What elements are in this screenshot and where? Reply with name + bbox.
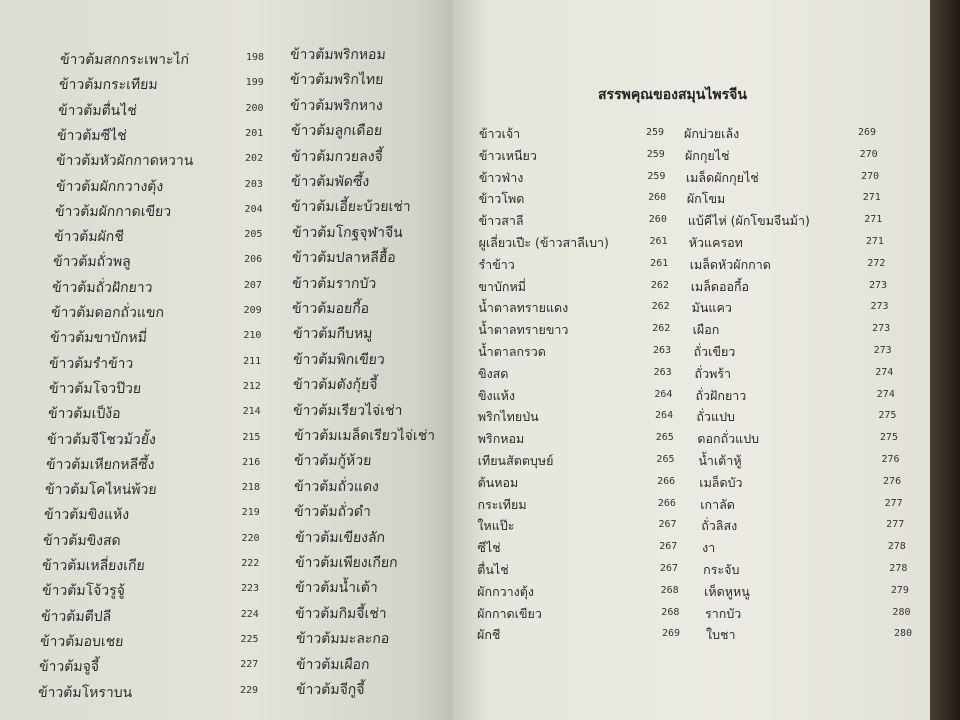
page-number: 270 <box>861 170 880 182</box>
entry-name: ข้าวต้มเหียกหลีซึ้ง <box>45 456 155 473</box>
page-number: 214 <box>242 406 261 418</box>
entry-name: ข้าวต้มจูจี้ <box>38 659 100 676</box>
entry-name: ผักบ่วยเล้ง <box>684 126 740 141</box>
page-number: 273 <box>870 301 889 313</box>
entry-name: ข้าวต้มผักกวางตุ้ง <box>55 178 164 195</box>
entry-name: ถั่วแปบ <box>696 409 735 425</box>
page-number: 261 <box>649 236 668 247</box>
page-number: 205 <box>244 229 263 241</box>
page-number: 268 <box>660 584 679 596</box>
entry-name: ข้าวต้มตีปลี <box>40 608 112 625</box>
entry-name: เทียนสัตตบุษย์ <box>477 453 554 468</box>
page-number: 218 <box>241 482 260 494</box>
page-number: 260 <box>648 214 667 226</box>
page-number: 222 <box>241 558 260 569</box>
entry-name: งา <box>702 540 716 556</box>
entry-name: ข้าวต้มกวยลงจี้ <box>290 148 384 165</box>
page-number: 272 <box>867 257 886 269</box>
table-surface <box>930 0 960 720</box>
entry-name: ข้าวต้มพัดซึ้ง <box>290 174 371 190</box>
entry-name: รากบัว <box>705 605 742 621</box>
entry-name: แบ้คีไห่ (ผักโขมจีนม้า) <box>687 213 810 229</box>
page-number: 277 <box>886 519 905 531</box>
page-number: 276 <box>881 454 900 465</box>
page-number: 276 <box>883 475 902 487</box>
page-number: 267 <box>659 563 678 574</box>
entry-name: ข้าวต้มซีไช่ <box>56 127 128 144</box>
page-number: 206 <box>244 254 263 266</box>
entry-name: เกาลัด <box>700 496 735 512</box>
entry-name: ข้าวต้มตื่นไช่ <box>57 102 138 119</box>
page-number: 267 <box>658 519 677 531</box>
entry-name: รำข้าว <box>478 256 515 272</box>
entry-name: เมล็ดบัว <box>699 474 743 490</box>
page-heading: สรรพคุณของสมุนไพรจีน <box>598 87 747 103</box>
page-number: 273 <box>872 323 891 335</box>
entry-name: ข้าวต้มเผือก <box>295 656 370 673</box>
entry-name: ถั่วฝักยาว <box>695 387 747 403</box>
page-number: 220 <box>241 532 260 544</box>
entry-name: หัวแครอท <box>688 235 743 250</box>
entry-name: ขาบักหมี่ <box>478 278 526 294</box>
entry-name: ข้าวต้มพริกหอม <box>289 47 387 63</box>
page-number: 259 <box>647 170 666 182</box>
entry-name: ข้าวต้มโจ้วรูจู้ <box>40 583 125 600</box>
page-number: 202 <box>245 153 264 165</box>
entry-name: ตื่นไช่ <box>477 562 509 577</box>
page-number: 262 <box>652 323 671 335</box>
page-number: 210 <box>243 330 262 342</box>
page-number: 263 <box>652 345 672 356</box>
page-number: 212 <box>242 380 261 392</box>
entry-name: พริกไทยป่น <box>477 409 539 425</box>
entry-name: มันแคว <box>691 300 732 316</box>
entry-name: ข้าวต้มพริกหาง <box>289 97 384 114</box>
entry-name: ผักกุยไช่ <box>684 147 730 163</box>
entry-name: ใบชา <box>706 627 736 643</box>
entry-name: ซีไช่ <box>477 540 501 556</box>
page-number: 219 <box>241 507 260 519</box>
page-number: 229 <box>240 684 259 696</box>
page-number: 203 <box>244 178 263 190</box>
entry-name: ดอกถั่วแปบ <box>697 431 760 447</box>
page-number: 259 <box>646 127 665 138</box>
page-number: 266 <box>657 475 676 487</box>
entry-name: ถั่วพร้า <box>694 365 732 381</box>
page-number: 278 <box>889 563 908 574</box>
page-number: 279 <box>890 584 909 596</box>
page-number: 224 <box>240 608 259 620</box>
entry-name: ข้าวต้มอยกี้อ <box>291 301 371 317</box>
entry-name: ข้าวต้มเมล็ดเรียวไจ่เช่า <box>293 428 436 444</box>
entry-name: ผักกาดเขียว <box>477 605 542 621</box>
page-number: 265 <box>656 454 675 465</box>
entry-name: ข้าวต้มขิงสด <box>42 532 122 549</box>
entry-name: ข้าวสาลี <box>478 213 524 229</box>
entry-name: ข้าวต้มน้ำเต้า <box>294 580 379 597</box>
page-number: 262 <box>651 301 670 313</box>
page-number: 266 <box>657 497 676 509</box>
entry-name: น้ำตาลกรวด <box>478 344 546 359</box>
entry-name: ขิงสด <box>478 365 509 381</box>
page-number: 270 <box>859 148 878 160</box>
page-number: 274 <box>876 388 895 400</box>
page-number: 273 <box>873 345 892 356</box>
entry-name: ข้าวต้มขาบักหมี่ <box>49 330 148 347</box>
entry-name: ข้าวฟ่าง <box>478 169 524 185</box>
page-number: 263 <box>653 366 672 378</box>
page-number: 201 <box>245 127 264 139</box>
page-number: 204 <box>244 203 263 215</box>
page-number: 207 <box>243 279 262 291</box>
page-number: 264 <box>654 388 673 400</box>
entry-name: น้ำตาลทรายแดง <box>478 300 569 316</box>
entry-name: ข้าวเหนียว <box>478 147 537 163</box>
entry-name: ใหแป๊ะ <box>477 518 515 534</box>
entry-name: ข้าวต้มถั่วพลู <box>52 254 132 271</box>
entry-name: ข้าวต้มปลาหลีฮื้อ <box>291 250 397 267</box>
page-number: 209 <box>243 305 262 316</box>
entry-name: พริกหอม <box>477 431 525 447</box>
entry-name: ข้าวต้มพิกเขียว <box>292 351 386 368</box>
entry-name: ข้าวต้มมะละกอ <box>294 631 390 648</box>
entry-name: ข้าวต้มกู้ห้วย <box>293 453 372 470</box>
page-number: 271 <box>865 236 884 247</box>
entry-name: ข้าวต้มดอกถั่วแขก <box>50 305 165 321</box>
page-number: 277 <box>884 497 903 509</box>
entry-name: ผักชี <box>477 627 501 643</box>
entry-name: ข้าวต้มผักกาดเขียว <box>54 203 172 220</box>
entry-name: กระจับ <box>703 562 740 577</box>
page-number: 199 <box>245 77 264 89</box>
entry-name: ข้าวต้มผักชี <box>53 229 125 246</box>
entry-name: เมล็ดผักกุยไช่ <box>685 169 759 185</box>
page-number: 278 <box>887 541 906 553</box>
entry-name: ข้าวต้มสกกระเพาะไก่ <box>59 52 190 68</box>
entry-name: ต้นหอม <box>477 474 519 490</box>
entry-name: ข้าวต้มขิงแห้ง <box>43 507 130 524</box>
entry-name: ข้าวต้มกิมจี้เช่า <box>294 605 388 622</box>
page-number: 223 <box>240 583 260 595</box>
entry-name: ข้าวโพด <box>478 191 525 207</box>
entry-name: ถั่วเขียว <box>693 344 736 359</box>
entry-name: ข้าวต้มอบเชย <box>39 633 124 650</box>
page-number: 271 <box>864 214 883 226</box>
page-number: 275 <box>879 432 898 444</box>
entry-name: ถั่วลิสง <box>701 518 738 534</box>
entry-name: ข้าวต้มถั่วแดง <box>293 478 380 495</box>
page-number: 215 <box>242 431 261 443</box>
entry-name: ข้าวต้มรากบัว <box>291 275 377 292</box>
entry-name: ข้าวต้มรำข้าว <box>48 355 135 372</box>
entry-name: ขิงแห้ง <box>477 387 516 403</box>
page-number: 269 <box>662 628 681 640</box>
entry-name: น้ำตาลทรายขาว <box>478 322 569 338</box>
page-number: 216 <box>242 456 261 468</box>
entry-name: ข้าวต้มเพียงเกียก <box>294 555 398 571</box>
page-number: 198 <box>246 52 265 63</box>
entry-name: ข้าวต้มเรียวไจ่เช่า <box>292 402 404 419</box>
entry-name: ข้าวต้มเป็ง้อ <box>47 406 121 423</box>
entry-name: ข้าวต้มกระเทียม <box>58 77 159 94</box>
entry-name: ผักโขม <box>686 191 726 207</box>
page-number: 267 <box>659 541 678 553</box>
entry-name: ข้าวต้มเอี้ยะบ้วยเช่า <box>290 199 412 216</box>
entry-name: ข้าวต้มโจวป๊วย <box>47 380 142 397</box>
entry-name: ข้าวต้มโคไหน่พ้วย <box>44 482 158 499</box>
entry-name: ข้าวต้มจีกูจี้ <box>295 682 366 698</box>
entry-name: ข้าวเจ้า <box>479 126 521 141</box>
page-number: 273 <box>868 279 888 291</box>
entry-name: ข้าวต้มลูกเดือย <box>290 123 383 140</box>
page-number: 264 <box>655 410 674 422</box>
entry-name: เผือก <box>692 322 720 338</box>
page-number: 274 <box>875 366 894 378</box>
entry-name: ข้าวต้มเขียงลัก <box>293 529 386 546</box>
entry-name: ข้าวต้มถั่วดำ <box>293 504 372 521</box>
entry-name: ข้าวต้มหัวผักกาดหวาน <box>55 153 195 170</box>
page-number: 269 <box>858 127 877 138</box>
entry-name: เห็ดหูหนู <box>704 583 750 599</box>
page-number: 280 <box>892 606 911 618</box>
page-number: 268 <box>661 606 680 618</box>
entry-name: เมล็ดหัวผักกาด <box>689 256 771 272</box>
page-number: 275 <box>878 410 897 422</box>
entry-name: ข้าวต้มโกฐจุฬาจีน <box>291 224 403 241</box>
entry-name: ข้าวต้มถั่วฝักยาว <box>51 279 154 296</box>
page-number: 260 <box>648 192 667 204</box>
entry-name: ข้าวต้มตังกุ้ยจี้ <box>292 377 379 394</box>
entry-name: ผูเลี่ยวเปีะ (ข้าวสาลีเบา) <box>478 235 609 250</box>
page-number: 227 <box>240 659 259 671</box>
entry-name: ผักกวางตุ้ง <box>477 583 534 599</box>
entry-name: ข้าวต้มกีบหมู <box>292 326 373 343</box>
entry-name: ข้าวต้มโหราบน <box>37 684 133 701</box>
entry-name: ข้าวต้มจีโชวม้วยั้ง <box>46 431 157 448</box>
entry-name: น้ำเต้าหู้ <box>698 453 742 468</box>
page-number: 262 <box>650 279 669 291</box>
page-number: 271 <box>862 192 881 204</box>
entry-name: เมล็ดออกี้อ <box>690 278 750 294</box>
entry-name: ข้าวต้มพริกไทย <box>289 72 385 89</box>
entry-name: กระเทียม <box>477 496 527 512</box>
entry-name: ข้าวต้มเหลี่ยงเกีย <box>41 558 146 574</box>
page-number: 225 <box>240 633 259 645</box>
page-number: 259 <box>646 148 665 160</box>
page-number: 211 <box>243 355 262 367</box>
page-number: 280 <box>894 628 913 640</box>
page-number: 261 <box>650 257 669 269</box>
page-number: 265 <box>655 432 674 444</box>
page-number: 200 <box>245 102 264 114</box>
